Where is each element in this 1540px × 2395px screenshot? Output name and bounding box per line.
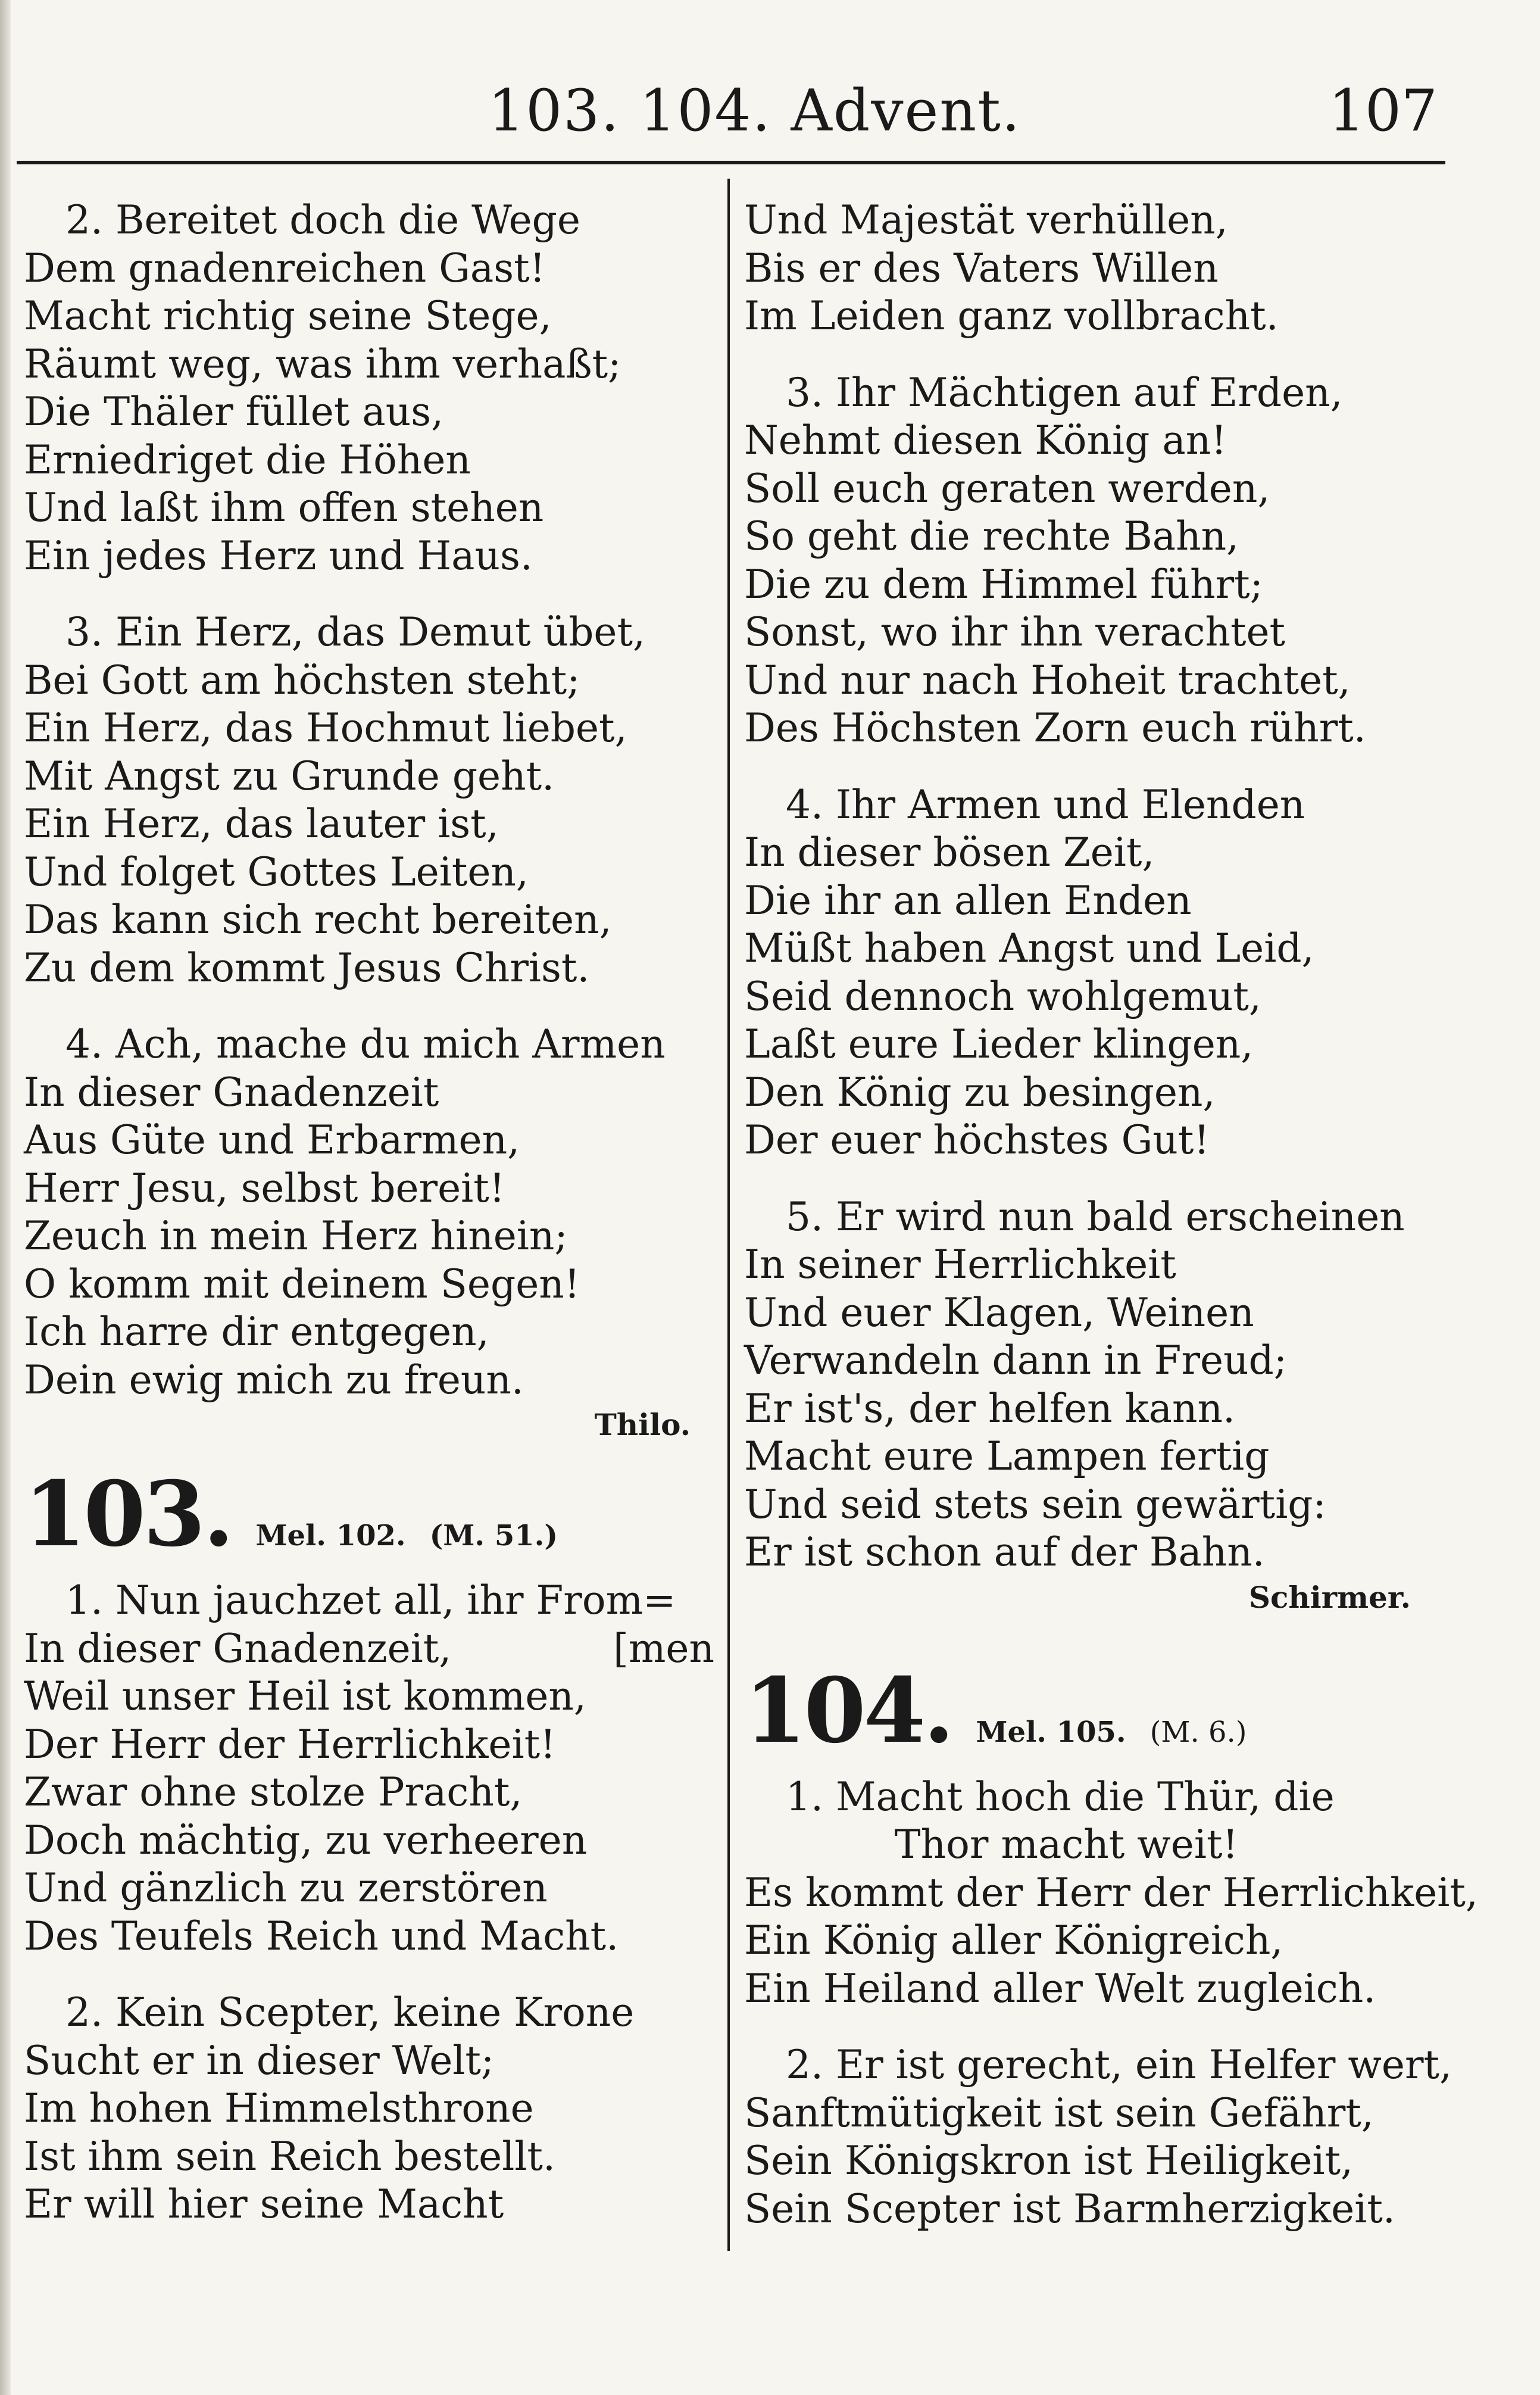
verse-line: Er ist schon auf der Bahn. — [744, 1529, 1265, 1575]
verse-line: 2. Er ist gerecht, ein Helfer wert, — [786, 2042, 1452, 2088]
verse-line: Im hohen Himmelsthrone — [24, 2085, 534, 2131]
stanza — [744, 1193, 1447, 1577]
verse-line: 1. Nun jauchzet all, ihr From= — [65, 1577, 676, 1623]
verse-line: Laßt eure Lieder klingen, — [744, 1021, 1254, 1067]
hymn-heading — [24, 1462, 726, 1567]
verse-line: Sonst, wo ihr ihn verachtet — [744, 609, 1286, 655]
hyphen-continuation: [men — [613, 1625, 714, 1671]
stanza — [744, 197, 1447, 341]
verse-line: Die Thäler füllet aus, — [24, 389, 444, 435]
stanza — [744, 781, 1447, 1165]
verse-line: Ein König aller Königreich, — [744, 1917, 1283, 1963]
verse-line: Ein Heiland aller Welt zugleich. — [744, 1965, 1376, 2012]
verse-line: Und Majestät verhüllen, — [744, 197, 1228, 243]
stanza — [24, 609, 726, 992]
verse-line: Es kommt der Herr der Herrlichkeit, — [744, 1869, 1478, 1916]
verse-line: Des Höchsten Zorn euch rührt. — [744, 705, 1366, 751]
verse-line: Das kann sich recht bereiten, — [24, 897, 612, 943]
melody-number: (M. 6.) — [1149, 1715, 1247, 1749]
verse-line: Des Teufels Reich und Macht. — [24, 1913, 619, 1959]
page-binding-edge — [0, 0, 11, 2395]
left-column — [24, 197, 726, 2257]
verse-line: 3. Ein Herz, das Demut übet, — [65, 609, 645, 655]
hymn-author: Thilo. — [594, 1407, 691, 1442]
verse-line: Weil unser Heil ist kommen, — [24, 1673, 586, 1719]
verse-line: Dem gnadenreichen Gast! — [24, 245, 546, 291]
column-divider — [727, 179, 730, 2251]
verse-line: Und folget Gottes Leiten, — [24, 849, 529, 895]
verse-line: Bei Gott am höchsten steht; — [24, 657, 580, 703]
verse-line: Zwar ohne stolze Pracht, — [24, 1769, 523, 1815]
stanza — [24, 197, 726, 580]
melody-number: (M. 51.) — [429, 1519, 558, 1552]
right-column — [744, 197, 1478, 2262]
verse-line: Bis er des Vaters Willen — [744, 245, 1219, 291]
melody-reference: Mel. 102. — [255, 1519, 406, 1552]
verse-line: 3. Ihr Mächtigen auf Erden, — [786, 369, 1343, 416]
verse-line: Soll euch geraten werden, — [744, 465, 1270, 512]
stanza — [24, 1989, 726, 2229]
verse-line: 1. Macht hoch die Thür, die — [786, 1773, 1335, 1820]
verse-line: Der euer höchstes Gut! — [744, 1117, 1210, 1163]
verse-line: Und seid stets sein gewärtig: — [744, 1481, 1326, 1527]
verse-line: Und laßt ihm offen stehen — [24, 485, 544, 531]
verse-line: Ein Herz, das Hochmut liebet, — [24, 705, 627, 751]
verse-line: Räumt weg, was ihm verhaßt; — [24, 341, 621, 387]
verse-line: Mit Angst zu Grunde geht. — [24, 753, 555, 799]
verse-line: Macht eure Lampen fertig — [744, 1433, 1270, 1479]
verse-line: Doch mächtig, zu verheeren — [24, 1817, 588, 1863]
verse-line: In dieser Gnadenzeit — [24, 1069, 439, 1115]
verse-line: 5. Er wird nun bald erscheinen — [786, 1193, 1405, 1240]
stanza — [744, 369, 1447, 753]
verse-line: Erniedriget die Höhen — [24, 436, 471, 483]
verse-line: Sein Königskron ist Heiligkeit, — [744, 2138, 1353, 2184]
verse-line: Die ihr an allen Enden — [744, 877, 1192, 924]
hymn-heading — [744, 1658, 1447, 1763]
verse-line: O komm mit deinem Segen! — [24, 1261, 580, 1307]
hymn-number: 103. — [24, 1462, 232, 1567]
verse-line: Thor macht weit! — [894, 1822, 1238, 1867]
verse-line — [24, 1625, 726, 1673]
verse-line: Der Herr der Herrlichkeit! — [24, 1721, 556, 1767]
stanza — [744, 2041, 1452, 2233]
verse-line: Sanftmütigkeit ist sein Gefährt, — [744, 2090, 1374, 2136]
verse-line: Und nur nach Hoheit trachtet, — [744, 657, 1351, 703]
verse-line: In seiner Herrlichkeit — [744, 1242, 1176, 1287]
page-number: 107 — [1328, 77, 1438, 144]
running-title: 103. 104. Advent. — [488, 77, 1022, 144]
verse-line: Macht richtig seine Stege, — [24, 293, 552, 339]
verse-text: In dieser Gnadenzeit, — [24, 1625, 452, 1671]
verse-line: Den König zu besingen, — [744, 1069, 1216, 1115]
verse-line: Und euer Klagen, Weinen — [744, 1289, 1254, 1336]
verse-line: 4. Ach, mache du mich Armen — [65, 1021, 666, 1067]
verse-line: Er will hier seine Macht — [24, 2181, 504, 2227]
verse-line: Ich harre dir entgegen, — [24, 1309, 489, 1355]
verse-line: Herr Jesu, selbst bereit! — [24, 1165, 505, 1211]
verse-line: Er ist's, der helfen kann. — [744, 1385, 1235, 1432]
verse-line: Die zu dem Himmel führt; — [744, 561, 1263, 607]
verse-line: Und gänzlich zu zerstören — [24, 1865, 548, 1911]
verse-line: Nehmt diesen König an! — [744, 417, 1227, 463]
verse-line: Zu dem kommt Jesus Christ. — [24, 944, 590, 991]
hymn-number: 104. — [744, 1658, 952, 1763]
verse-line: Ist ihm sein Reich bestellt. — [24, 2133, 555, 2179]
melody-reference: Mel. 105. — [976, 1715, 1126, 1749]
verse-line: Ein jedes Herz und Haus. — [24, 532, 533, 579]
verse-line: Im Leiden ganz vollbracht. — [744, 293, 1279, 339]
stanza — [24, 1577, 726, 1960]
verse-line: Verwandeln dann in Freud; — [744, 1337, 1288, 1383]
verse-line: Sucht er in dieser Welt; — [24, 2037, 495, 2084]
verse-line: Ein Herz, das lauter ist, — [24, 801, 499, 847]
verse-line: Seid dennoch wohlgemut, — [744, 973, 1261, 1019]
verse-line: So geht die rechte Bahn, — [744, 513, 1239, 559]
stanza — [24, 1021, 726, 1404]
hymn-author: Schirmer. — [1248, 1579, 1411, 1615]
verse-line: Sein Scepter ist Barmherzigkeit. — [744, 2185, 1395, 2232]
verse-line: In dieser bösen Zeit, — [744, 829, 1155, 875]
header-rule — [17, 161, 1445, 164]
verse-line: Dein ewig mich zu freun. — [24, 1356, 524, 1403]
verse-line: Aus Güte und Erbarmen, — [24, 1117, 520, 1163]
verse-line: 4. Ihr Armen und Elenden — [786, 781, 1305, 828]
verse-line: Müßt haben Angst und Leid, — [744, 925, 1314, 971]
stanza — [744, 1773, 1478, 2013]
page-header — [0, 77, 1540, 155]
verse-line: Zeuch in mein Herz hinein; — [24, 1213, 568, 1259]
verse-line: 2. Bereitet doch die Wege — [65, 197, 580, 243]
verse-line: 2. Kein Scepter, keine Krone — [65, 1989, 635, 2035]
